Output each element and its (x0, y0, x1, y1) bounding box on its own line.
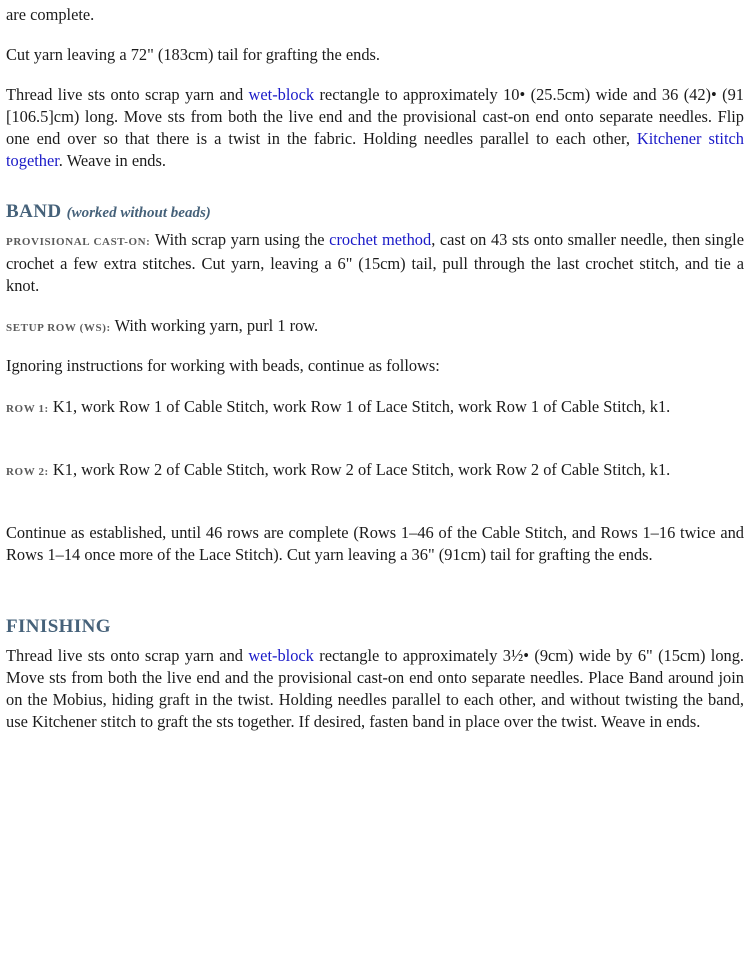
text: Thread live sts onto scrap yarn and (6, 646, 249, 665)
text: Thread live sts onto scrap yarn and (6, 85, 249, 104)
text: . Weave in ends. (58, 151, 166, 170)
row-2-paragraph (6, 459, 744, 483)
kitchener-stitch-link[interactable]: Kitchener stitch together (6, 129, 744, 170)
text: With scrap yarn using the (150, 230, 330, 249)
continue-paragraph: Continue as established, until 46 rows are complete (Rows 1–46 of the Cable Stitch, and Rows 1–16 twice and Rows 1–14 once more of the Lace Stitch). Cut yarn leaving a 36" (91cm) tail for grafting the ends. (6, 523, 744, 564)
provisional-cast-on-label: PROVISIONAL CAST-ON: (6, 236, 151, 248)
setup-row-label: SETUP ROW (WS): (6, 322, 111, 334)
crochet-method-link[interactable]: crochet method (329, 230, 432, 249)
text: , cast on 43 sts onto smaller needle, then single crochet a few extra stitches. Cut yarn, leaving a 6" (15cm) tail, pull through the last crochet stitch, and tie a knot. (6, 230, 744, 295)
text: K1, work Row 2 of Cable Stitch, work Row 2 of Lace Stitch, work Row 2 of Cable Stitch, k1. (48, 460, 671, 479)
text: rectangle to approximately 3½• (9cm) wide by 6" (15cm) long. Move sts from both the live end and the provisional cast-on end onto separate needles. Place Band around join on the Mobius, hiding graft in the twist. Holding needles parallel to each other, and without twisting the band, use Kitchener stitch to graft the sts together. If desired, fasten band in place over the twist. Weave in ends. (6, 646, 744, 731)
finishing-heading: FINISHING (6, 616, 111, 637)
ignoring-instructions-paragraph: Ignoring instructions for working with beads, continue as follows: (6, 356, 440, 375)
paragraph-cut-yarn: Cut yarn leaving a 72" (183cm) tail for grafting the ends. (6, 45, 381, 64)
band-subtitle: (worked without beads) (66, 205, 211, 221)
provisional-cast-on-paragraph (6, 229, 744, 297)
setup-row-paragraph (6, 315, 318, 339)
row-1-paragraph (6, 396, 744, 420)
paragraph-thread-live (6, 84, 744, 172)
wet-block-link[interactable]: wet-block (248, 85, 315, 104)
text: rectangle to approximately 10• (25.5cm) wide and 36 (42)• (91 [106.5]cm) long. Move sts from both the live end and the provisional cast-on end onto separate needles. Flip one end over so that there is a twist in the fabric. Holding needles parallel to each other, (6, 85, 744, 148)
wet-block-link-2[interactable]: wet-block (248, 646, 314, 665)
band-title: BAND (6, 201, 62, 222)
text: K1, work Row 1 of Cable Stitch, work Row 1 of Lace Stitch, work Row 1 of Cable Stitch, k1. (48, 397, 671, 416)
band-heading (6, 201, 211, 224)
row-2-label: ROW 2: (6, 466, 49, 478)
text: With working yarn, purl 1 row. (110, 316, 319, 335)
paragraph-complete: are complete. (6, 5, 95, 24)
row-1-label: ROW 1: (6, 403, 49, 415)
finishing-paragraph (6, 645, 744, 733)
